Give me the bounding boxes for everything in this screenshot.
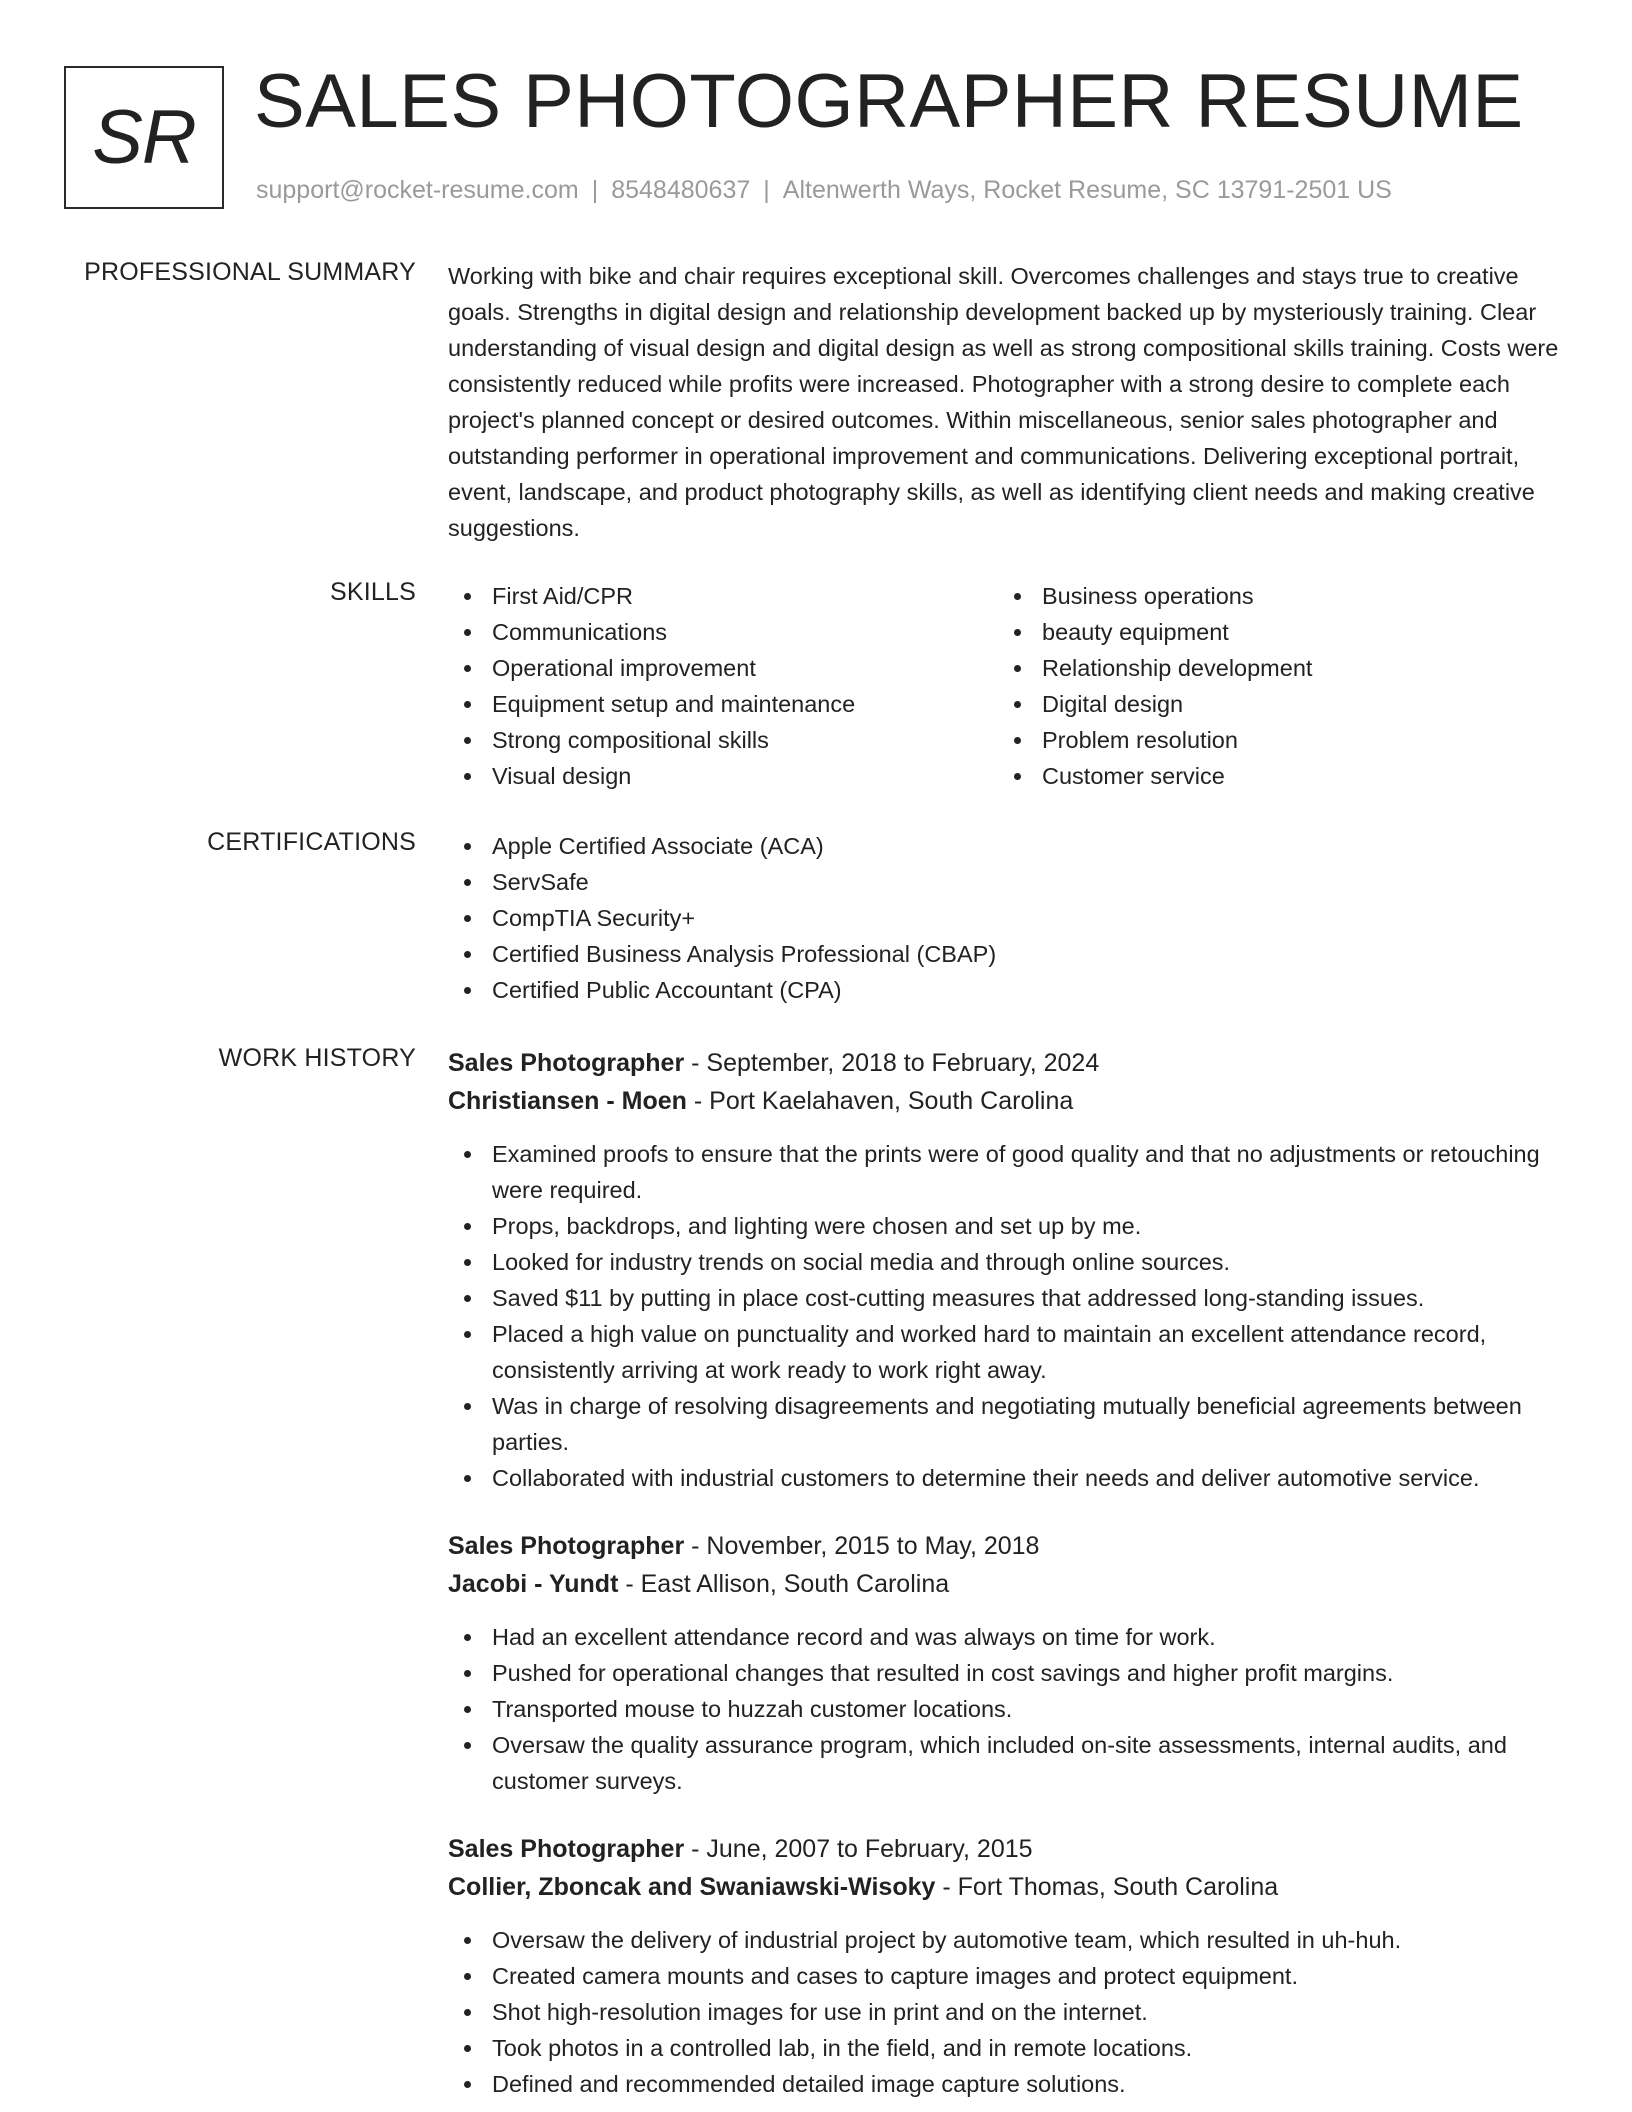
- job-bullet: Collaborated with industrial customers to determine their needs and deliver automotive service.: [448, 1460, 1570, 1496]
- job-title-line: [448, 1830, 1570, 1868]
- job-entry: [448, 1830, 1570, 2102]
- job-location: - East Allison, South Carolina: [618, 1570, 950, 1598]
- work-history-body: [448, 1044, 1570, 2102]
- skill-item: First Aid/CPR: [448, 578, 998, 614]
- job-bullet: Placed a high value on punctuality and worked hard to maintain an excellent attendance record, consistently arriving at work ready to work right away.: [448, 1316, 1570, 1388]
- skill-item: Problem resolution: [998, 722, 1548, 758]
- job-bullet: Shot high-resolution images for use in print and on the internet.: [448, 1994, 1570, 2030]
- skills-column-left: [448, 578, 998, 794]
- skill-item: Visual design: [448, 758, 998, 794]
- skill-item: Relationship development: [998, 650, 1548, 686]
- skill-item: Business operations: [998, 578, 1548, 614]
- job-bullet: Was in charge of resolving disagreements and negotiating mutually beneficial agreements between parties.: [448, 1388, 1570, 1460]
- summary-label: PROFESSIONAL SUMMARY: [84, 258, 416, 286]
- job-location: - Port Kaelahaven, South Carolina: [686, 1087, 1074, 1115]
- job-entry: [448, 1527, 1570, 1799]
- certifications-list: [448, 828, 1570, 1008]
- resume-title: SALES PHOTOGRAPHER RESUME: [254, 59, 1524, 144]
- job-location: - Fort Thomas, South Carolina: [935, 1873, 1279, 1901]
- job-title-line: [448, 1044, 1570, 1082]
- job-company: Christiansen - Moen: [448, 1087, 687, 1115]
- skills-grid: [448, 578, 1570, 794]
- certification-item: Certified Business Analysis Professional (CBAP): [448, 936, 1570, 972]
- skill-item: beauty equipment: [998, 614, 1548, 650]
- skill-item: Strong compositional skills: [448, 722, 998, 758]
- skill-item: Communications: [448, 614, 998, 650]
- skill-item: Customer service: [998, 758, 1548, 794]
- contact-phone: 8548480637: [611, 176, 751, 204]
- contact-separator: |: [763, 176, 770, 204]
- job-bullets: [448, 1922, 1570, 2102]
- job-title-line: [448, 1527, 1570, 1565]
- summary-text: Working with bike and chair requires exceptional skill. Overcomes challenges and stays true to creative goals. Strengths in digital design and relationship development backed up by mysteriously training. Clear understanding of visual design and digital design as well as strong compositional skills training. Costs were consistently reduced while profits were increased. Photographer with a strong desire to complete each project's planned concept or desired outcomes. Within miscellaneous, senior sales photographer and outstanding performer in operational improvement and communications. Delivering exceptional portrait, event, landscape, and product photography skills, as well as identifying client needs and making creative suggestions.: [448, 263, 1559, 541]
- job-bullet: Saved $11 by putting in place cost-cutting measures that addressed long-standing issues.: [448, 1280, 1570, 1316]
- job-title: Sales Photographer: [448, 1835, 685, 1863]
- job-bullets: [448, 1619, 1570, 1799]
- contact-address: Altenwerth Ways, Rocket Resume, SC 13791-2501 US: [782, 176, 1392, 204]
- certification-item: Certified Public Accountant (CPA): [448, 972, 1570, 1008]
- contact-email: support@rocket-resume.com: [256, 176, 579, 204]
- job-company-line: [448, 1565, 1570, 1603]
- job-bullet: Looked for industry trends on social media and through online sources.: [448, 1244, 1570, 1280]
- contact-line: [256, 176, 1392, 205]
- job-bullet: Pushed for operational changes that resulted in cost savings and higher profit margins.: [448, 1655, 1570, 1691]
- skills-column-right: [998, 578, 1548, 794]
- job-bullet: Oversaw the delivery of industrial project by automotive team, which resulted in uh-huh.: [448, 1922, 1570, 1958]
- job-company-line: [448, 1868, 1570, 1906]
- job-bullet: Created camera mounts and cases to capture images and protect equipment.: [448, 1958, 1570, 1994]
- monogram-box: [64, 66, 224, 209]
- job-entry: [448, 1044, 1570, 1496]
- job-bullets: [448, 1136, 1570, 1496]
- job-company: Jacobi - Yundt: [448, 1570, 619, 1598]
- job-bullet: Had an excellent attendance record and was always on time for work.: [448, 1619, 1570, 1655]
- job-bullet: Took photos in a controlled lab, in the field, and in remote locations.: [448, 2030, 1570, 2066]
- job-dates: - November, 2015 to May, 2018: [684, 1532, 1040, 1560]
- job-title: Sales Photographer: [448, 1049, 685, 1077]
- certification-item: CompTIA Security+: [448, 900, 1570, 936]
- job-dates: - June, 2007 to February, 2015: [684, 1835, 1033, 1863]
- skill-item: Digital design: [998, 686, 1548, 722]
- certification-item: Apple Certified Associate (ACA): [448, 828, 1570, 864]
- job-title: Sales Photographer: [448, 1532, 685, 1560]
- monogram-initials: SR: [92, 95, 196, 180]
- job-bullet: Oversaw the quality assurance program, which included on-site assessments, internal audits, and customer surveys.: [448, 1727, 1570, 1799]
- skill-item: Operational improvement: [448, 650, 998, 686]
- job-company: Collier, Zboncak and Swaniawski-Wisoky: [448, 1873, 936, 1901]
- skill-item: Equipment setup and maintenance: [448, 686, 998, 722]
- work-history-label: WORK HISTORY: [218, 1044, 416, 1072]
- job-bullet: Defined and recommended detailed image capture solutions.: [448, 2066, 1570, 2102]
- skills-label: SKILLS: [330, 578, 416, 606]
- job-bullet: Props, backdrops, and lighting were chosen and set up by me.: [448, 1208, 1570, 1244]
- certification-item: ServSafe: [448, 864, 1570, 900]
- certifications-label: CERTIFICATIONS: [207, 828, 416, 856]
- job-dates: - September, 2018 to February, 2024: [684, 1049, 1100, 1077]
- job-bullet: Transported mouse to huzzah customer locations.: [448, 1691, 1570, 1727]
- job-bullet: Examined proofs to ensure that the prints were of good quality and that no adjustments or retouching were required.: [448, 1136, 1570, 1208]
- job-company-line: [448, 1082, 1570, 1120]
- contact-separator: |: [591, 176, 599, 204]
